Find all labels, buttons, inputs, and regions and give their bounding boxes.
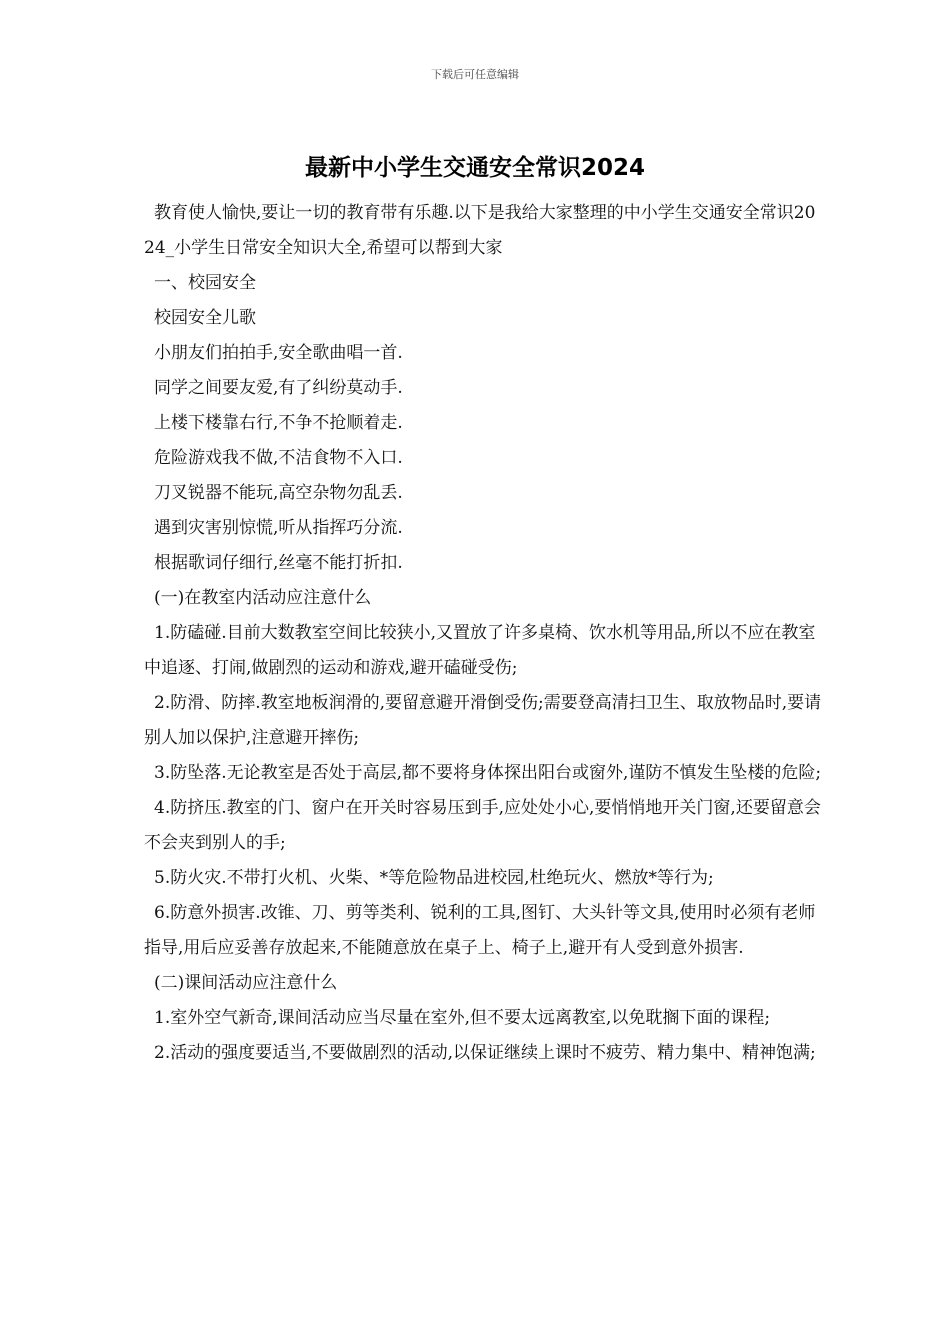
song-line: 上楼下楼靠右行,不争不抢顺着走. (154, 413, 403, 433)
song-line: 危险游戏我不做,不洁食物不入口. (154, 448, 403, 468)
list-item-paragraph: 1.防磕碰.目前大数教室空间比较狭小,又置放了许多桌椅、饮水机等用品,所以不应在教室中追逐、打闹,做剧烈的运动和游戏,避开磕碰受伤; (144, 623, 816, 678)
subheading-classroom: (一)在教室内活动应注意什么 (154, 588, 372, 608)
list-item-paragraph: 6.防意外损害.改锥、刀、剪等类利、锐利的工具,图钉、大头针等文具,使用时必须有老师指导,用后应妥善存放起来,不能随意放在桌子上、椅子上,避开有人受到意外损害. (144, 903, 816, 958)
subheading-recess: (二)课间活动应注意什么 (154, 973, 338, 993)
section-heading-campus-safety: 一、校园安全 (154, 273, 256, 293)
document-body (144, 196, 824, 1071)
list-item-paragraph: 2.防滑、防摔.教室地板润滑的,要留意避开滑倒受伤;需要登高清扫卫生、取放物品时,要请别人加以保护,注意避开摔伤; (144, 693, 822, 748)
header-note: 下载后可任意编辑 (431, 68, 519, 81)
song-line: 根据歌词仔细行,丝毫不能打折扣. (154, 553, 403, 573)
document-title: 最新中小学生交通安全常识2024 (304, 155, 645, 181)
song-line: 同学之间要友爱,有了纠纷莫动手. (154, 378, 403, 398)
list-item-paragraph: 5.防火灾.不带打火机、火柴、*等危险物品进校园,杜绝玩火、燃放*等行为; (154, 868, 714, 888)
paragraph-intro: 教育使人愉快,要让一切的教育带有乐趣.以下是我给大家整理的中小学生交通安全常识2024_小学生日常安全知识大全,希望可以帮到大家 (144, 203, 816, 258)
list-item-paragraph: 2.活动的强度要适当,不要做剧烈的活动,以保证继续上课时不疲劳、精力集中、精神饱满; (154, 1043, 816, 1063)
subheading-safety-song: 校园安全儿歌 (154, 308, 256, 328)
song-line: 刀叉锐器不能玩,高空杂物勿乱丢. (154, 483, 403, 503)
list-item-paragraph: 4.防挤压.教室的门、窗户在开关时容易压到手,应处处小心,要悄悄地开关门窗,还要留意会不会夹到别人的手; (144, 798, 821, 853)
song-line: 遇到灾害别惊慌,听从指挥巧分流. (154, 518, 403, 538)
list-item-paragraph: 1.室外空气新奇,课间活动应当尽量在室外,但不要太远离教室,以免耽搁下面的课程; (154, 1008, 771, 1028)
list-item-paragraph: 3.防坠落.无论教室是否处于高层,都不要将身体探出阳台或窗外,谨防不慎发生坠楼的危险; (154, 763, 822, 783)
song-line: 小朋友们拍拍手,安全歌曲唱一首. (154, 343, 403, 363)
